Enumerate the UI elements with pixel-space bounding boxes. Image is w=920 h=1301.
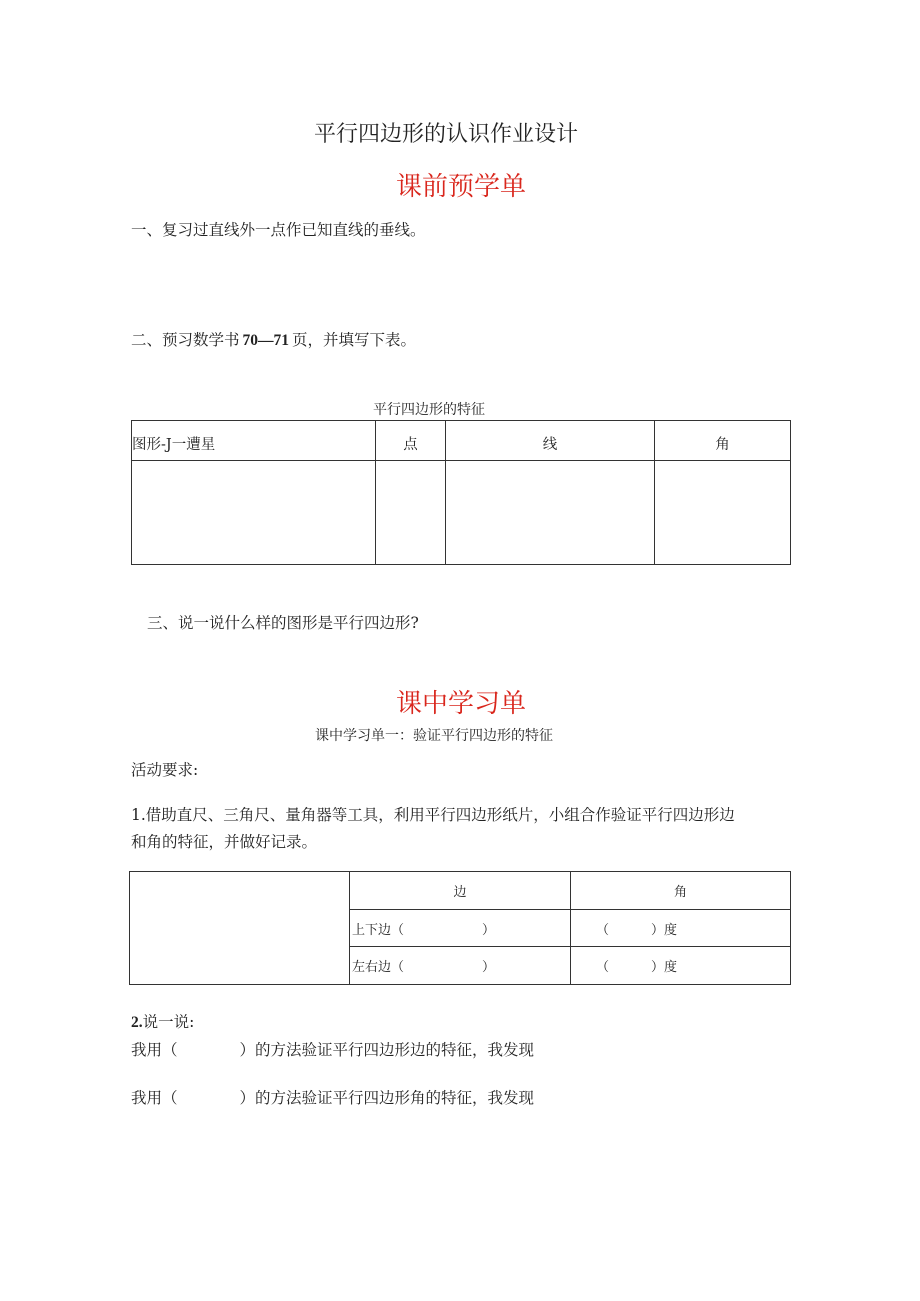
verify-header-edge: 边: [350, 872, 571, 910]
top-bottom-edge-close: ）: [482, 922, 496, 938]
header-angle: 角: [655, 421, 791, 461]
say-line-angle-suffix: ）的方法验证平行四边形角的特征，我发现: [239, 1089, 535, 1107]
question-3: 三、说一说什么样的图形是平行四边形?: [147, 614, 419, 632]
item-2-label: 说一说:: [142, 1013, 195, 1031]
top-bottom-edge-label: 上下边（: [352, 922, 405, 938]
item-2: [131, 1010, 194, 1032]
question-2: [131, 328, 416, 350]
left-right-edge-cell[interactable]: [350, 947, 571, 985]
item-2-number: 2.: [131, 1014, 143, 1031]
verify-figure-cell[interactable]: [130, 872, 350, 985]
features-table-header: [132, 421, 791, 461]
left-right-angle-cell[interactable]: [571, 947, 791, 985]
header-point: 点: [376, 421, 446, 461]
item-1-line-2: 和角的特征，并做好记录。: [131, 833, 318, 851]
top-bottom-edge-cell[interactable]: [350, 910, 571, 947]
cell-angle[interactable]: [655, 461, 791, 565]
top-bottom-angle-open: （: [596, 922, 610, 938]
question-2-prefix: 二、预习数学书: [131, 331, 240, 349]
cell-point[interactable]: [376, 461, 446, 565]
table-caption: 平行四边形的特征: [373, 402, 485, 418]
header-shape: 图形-J一遭星: [132, 421, 376, 461]
say-line-edge-prefix: 我用（: [131, 1041, 178, 1059]
section-heading-class: 课中学习单: [396, 689, 527, 719]
say-line-edge-suffix: ）的方法验证平行四边形边的特征，我发现: [239, 1041, 535, 1059]
activity-label: 活动要求:: [131, 761, 199, 779]
subheading: 课中学习单一：验证平行四边形的特征: [315, 728, 553, 744]
cell-shape[interactable]: [132, 461, 376, 565]
top-bottom-angle-close: ）度: [651, 922, 678, 938]
features-table-row: [132, 461, 791, 565]
cell-line[interactable]: [446, 461, 655, 565]
left-right-edge-close: ）: [482, 960, 496, 975]
left-right-angle-close: ）度: [651, 960, 678, 975]
top-bottom-angle-cell[interactable]: [571, 910, 791, 947]
verify-table: [129, 871, 791, 985]
say-line-angle-prefix: 我用（: [131, 1089, 178, 1107]
left-right-edge-label: 左右边（: [352, 960, 405, 975]
say-line-angle: [131, 1086, 534, 1108]
question-2-pages: 70—71: [242, 332, 290, 349]
item-1-line-1: 1.借助直尺、三角尺、量角器等工具，利用平行四边形纸片，小组合作验证平行四边形边: [131, 806, 735, 824]
header-line: 线: [446, 421, 655, 461]
question-1: 一、复习过直线外一点作已知直线的垂线。: [131, 221, 426, 239]
left-right-angle-open: （: [596, 960, 610, 975]
say-line-edge: [131, 1038, 534, 1060]
page-title: 平行四边形的认识作业设计: [314, 122, 579, 147]
verify-header-angle: 角: [571, 872, 791, 910]
question-2-suffix: 页，并填写下表。: [292, 331, 417, 349]
section-heading-preview: 课前预学单: [396, 172, 527, 202]
features-table: [131, 420, 791, 565]
